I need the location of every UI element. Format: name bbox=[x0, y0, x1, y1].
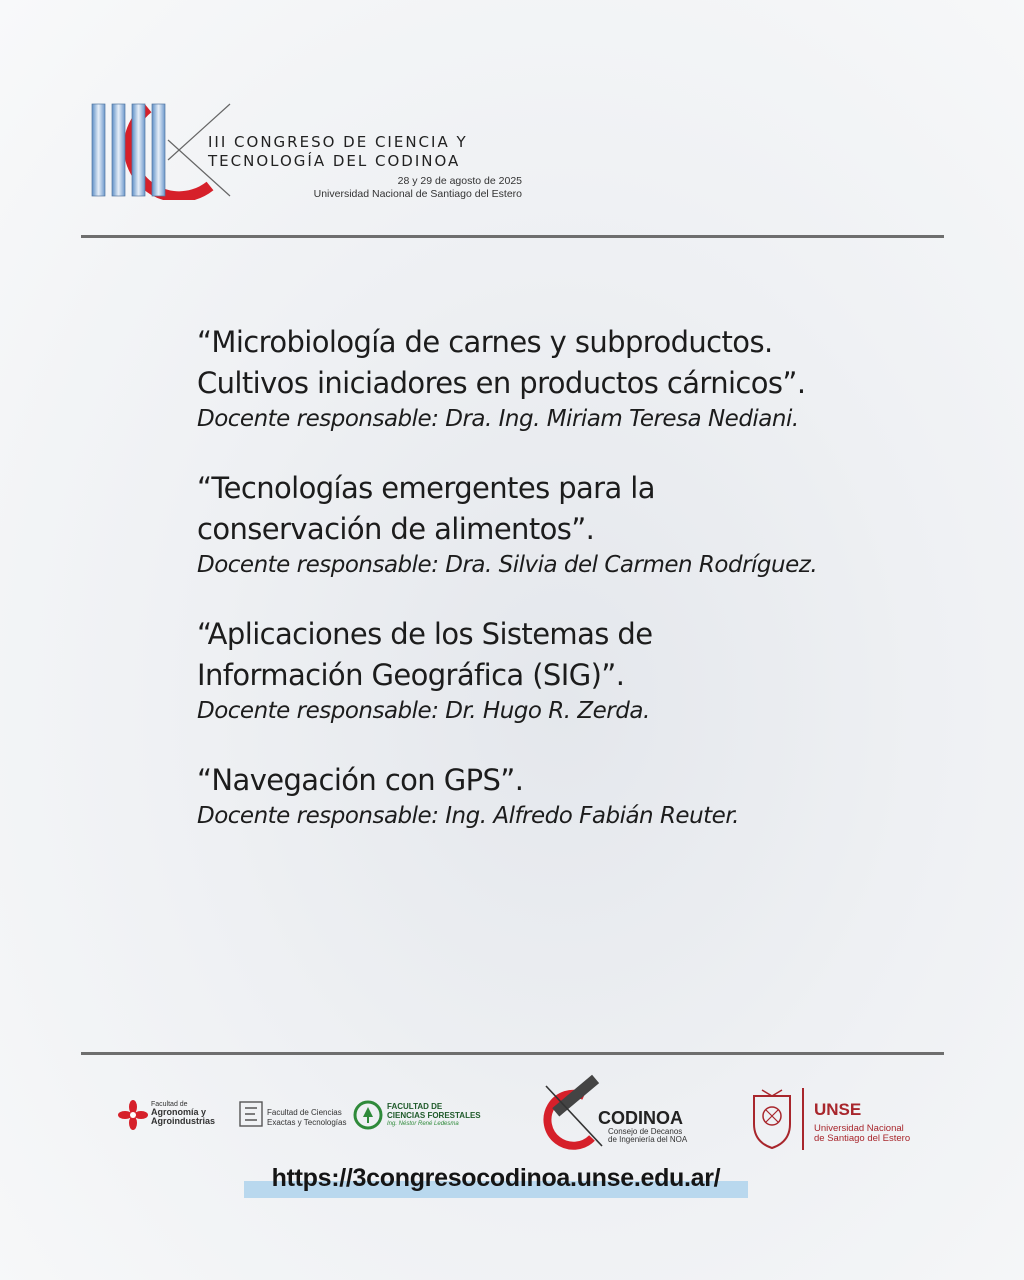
course-title-line: Cultivos iniciadores en productos cárnicos”. bbox=[197, 366, 806, 400]
fcf-line1: FACULTAD DE bbox=[387, 1102, 443, 1111]
fcet-logo bbox=[237, 1098, 347, 1132]
course-item bbox=[197, 468, 917, 580]
website-link-container bbox=[244, 1162, 748, 1200]
codinoa-line2: de Ingeniería del NOA bbox=[608, 1135, 688, 1144]
course-teacher: Docente responsable: Dra. Silvia del Carmen Rodríguez. bbox=[197, 552, 818, 578]
fcf-seal-icon bbox=[353, 1100, 383, 1130]
course-title-line: conservación de alimentos”. bbox=[197, 512, 595, 546]
unse-logo bbox=[748, 1086, 918, 1152]
fagro-line1: Facultad de bbox=[151, 1101, 188, 1108]
fcf-line2: CIENCIAS FORESTALES bbox=[387, 1111, 481, 1120]
fcet-line1: Facultad de Ciencias bbox=[267, 1108, 342, 1117]
fcet-emblem-icon bbox=[237, 1099, 265, 1129]
congress-university: Universidad Nacional de Santiago del Estero bbox=[313, 188, 522, 200]
congress-logo bbox=[88, 100, 538, 200]
congress-title-line1: III CONGRESO DE CIENCIA Y bbox=[208, 133, 468, 151]
top-divider bbox=[81, 235, 944, 238]
fagro-logo bbox=[118, 1098, 228, 1132]
unse-divider bbox=[802, 1088, 804, 1150]
fagro-line2: Agronomía y bbox=[151, 1107, 207, 1117]
bottom-divider bbox=[81, 1052, 944, 1055]
course-teacher: Docente responsable: Dr. Hugo R. Zerda. bbox=[197, 698, 650, 724]
course-list bbox=[197, 322, 917, 865]
congress-title-line2: TECNOLOGÍA DEL CODINOA bbox=[208, 152, 461, 170]
course-teacher: Docente responsable: Dra. Ing. Miriam Teresa Nediani. bbox=[197, 406, 799, 432]
course-teacher: Docente responsable: Ing. Alfredo Fabián Reuter. bbox=[197, 803, 739, 829]
fagro-line3: Agroindustrias bbox=[151, 1116, 216, 1126]
fcet-line2: Exactas y Tecnologías bbox=[267, 1118, 347, 1127]
codinoa-line1: Consejo de Decanos bbox=[608, 1127, 683, 1136]
unse-name: UNSE bbox=[814, 1100, 862, 1119]
course-title-line: “Microbiología de carnes y subproductos. bbox=[197, 325, 773, 359]
unse-line2: de Santiago del Estero bbox=[814, 1133, 911, 1144]
unse-crest-icon bbox=[748, 1086, 796, 1150]
course-item bbox=[197, 322, 917, 434]
fagro-flower-icon bbox=[118, 1100, 148, 1130]
fcf-line3: Ing. Néstor René Ledesma bbox=[387, 1121, 459, 1127]
course-item bbox=[197, 760, 917, 831]
codinoa-logo bbox=[536, 1072, 706, 1152]
course-title-line: “Tecnologías emergentes para la bbox=[197, 471, 655, 505]
website-url-link[interactable]: https://3congresocodinoa.unse.edu.ar/ bbox=[271, 1164, 721, 1192]
codinoa-name: CODINOA bbox=[598, 1108, 683, 1128]
course-title-line: “Aplicaciones de los Sistemas de bbox=[197, 617, 653, 651]
course-item bbox=[197, 614, 917, 726]
course-title-line: “Navegación con GPS”. bbox=[197, 763, 524, 797]
unse-line1: Universidad Nacional bbox=[814, 1123, 904, 1134]
course-title-line: Información Geográfica (SIG)”. bbox=[197, 658, 625, 692]
fcf-logo bbox=[353, 1098, 483, 1132]
congress-date: 28 y 29 de agosto de 2025 bbox=[397, 175, 522, 187]
